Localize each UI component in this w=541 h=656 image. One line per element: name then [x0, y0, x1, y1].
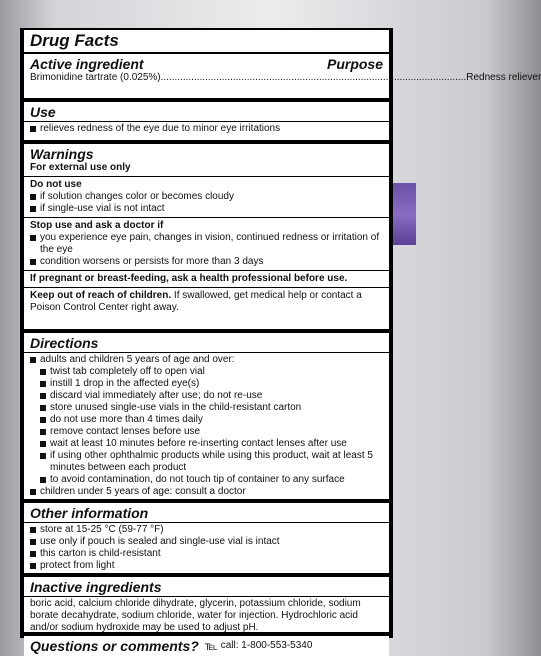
bullet-icon [40, 417, 46, 423]
bullet-icon [40, 477, 46, 483]
list-item-text: if using other ophthalmic products while using this product, wait at least 5 minutes between each product [50, 450, 373, 473]
list-item [30, 560, 383, 572]
list-item [30, 378, 383, 390]
bullet-icon [40, 453, 46, 459]
list-item-text: do not use more than 4 times daily [50, 414, 203, 425]
list-item-text: condition worsens or persists for more than 3 days [40, 256, 264, 267]
list-item-text: use only if pouch is sealed and single-use vial is intact [40, 536, 280, 547]
stop-use-heading: Stop use and ask a doctor if [30, 220, 164, 231]
list-item-text: twist tab completely off to open vial [50, 366, 205, 377]
bullet-icon [30, 539, 36, 545]
list-item-text: relieves redness of the eye due to minor eye irritations [40, 123, 281, 134]
questions-heading: Questions or comments? [30, 637, 199, 654]
inactive-section [24, 577, 389, 632]
active-heading: Active ingredient [30, 56, 144, 72]
keep-out-bold: Keep out of reach of children. [30, 290, 172, 301]
list-item-text: adults and children 5 years of age and over: [40, 354, 235, 365]
bullet-icon [30, 194, 36, 200]
divider [24, 596, 389, 597]
list-item-text: if single-use vial is not intact [40, 203, 165, 214]
use-heading: Use [30, 104, 56, 120]
purpose-value: Redness reliever [466, 72, 541, 83]
list-item [30, 191, 383, 203]
bullet-icon [30, 206, 36, 212]
external-use: For external use only [30, 162, 131, 173]
active-ingredient: Brimonidine tartrate (0.025%) [30, 72, 161, 83]
leader-dots: .............................................................................................................. [160, 72, 467, 83]
divider [24, 52, 389, 54]
list-item-text: protect from light [40, 560, 115, 571]
drug-facts-title: Drug Facts [30, 31, 119, 50]
phone-icon: ℡ [204, 638, 218, 653]
list-item [30, 203, 383, 215]
divider [24, 270, 389, 271]
list-item [30, 232, 383, 256]
list-item [30, 426, 383, 438]
list-item-text: you experience eye pain, changes in vision, continued redness or irritation of the eye [40, 232, 380, 255]
bullet-icon [40, 381, 46, 387]
list-item [30, 450, 383, 474]
list-item-text: if solution changes color or becomes cloudy [40, 191, 234, 202]
bullet-icon [30, 259, 36, 265]
warnings-section [24, 144, 389, 329]
bullet-icon [30, 551, 36, 557]
inactive-heading: Inactive ingredients [30, 579, 162, 595]
list-item [30, 414, 383, 426]
list-item [30, 123, 383, 135]
list-item [30, 524, 383, 536]
list-item [30, 486, 383, 498]
questions-section [24, 636, 389, 656]
use-section [24, 102, 389, 140]
list-item-text: instill 1 drop in the affected eye(s) [50, 378, 200, 389]
other-info-section [24, 503, 389, 573]
inactive-text: boric acid, calcium chloride dihydrate, glycerin, potassium chloride, sodium borate decahydrate, sodium chloride, water for injection. Hydrochloric acid and/or sodium hydroxide may be used to adjust pH. [30, 598, 361, 633]
divider [24, 287, 389, 288]
list-item-text: to avoid contamination, do not touch tip of container to any surface [50, 474, 345, 485]
keep-out-text: If swallowed, get medical help or contact a Poison Control Center right away. [30, 290, 362, 313]
divider [24, 176, 389, 177]
bullet-icon [40, 405, 46, 411]
bullet-icon [30, 489, 36, 495]
divider [24, 121, 389, 122]
divider [24, 217, 389, 218]
drug-facts-panel [20, 28, 541, 654]
divider [24, 352, 389, 353]
directions-heading: Directions [30, 335, 99, 351]
list-item-text: remove contact lenses before use [50, 426, 201, 437]
list-item [30, 366, 383, 378]
active-heading-row [30, 55, 383, 72]
active-ingredient-row [30, 72, 541, 84]
list-item [30, 390, 383, 402]
bullet-icon [40, 441, 46, 447]
list-item-text: wait at least 10 minutes before re-inserting contact lenses after use [50, 438, 347, 449]
list-item-text: discard vial immediately after use; do not re-use [50, 390, 263, 401]
list-item [30, 354, 383, 366]
bullet-icon [30, 563, 36, 569]
pregnant-warning: If pregnant or breast-feeding, ask a health professional before use. [30, 273, 348, 284]
bullet-icon [30, 126, 36, 132]
list-item [30, 256, 383, 268]
keep-out-of-reach [30, 290, 383, 314]
bullet-icon [40, 393, 46, 399]
list-item-text: children under 5 years of age: consult a doctor [40, 486, 246, 497]
purpose-heading: Purpose [326, 56, 383, 72]
list-item-text: store at 15-25 °C (59-77 °F) [40, 524, 164, 535]
divider [24, 522, 389, 523]
other-info-heading: Other information [30, 505, 149, 521]
active-section [24, 30, 541, 98]
list-item-text: this carton is child-resistant [40, 548, 161, 559]
directions-section [24, 333, 389, 499]
list-item [30, 402, 383, 414]
do-not-use-heading: Do not use [30, 179, 82, 190]
list-item [30, 548, 383, 560]
phone-number[interactable]: call: 1-800-553-5340 [220, 639, 313, 651]
bullet-icon [30, 357, 36, 363]
bullet-icon [30, 235, 36, 241]
list-item-text: store unused single-use vials in the child-resistant carton [50, 402, 302, 413]
list-item [30, 474, 383, 486]
list-item [30, 438, 383, 450]
bullet-icon [40, 369, 46, 375]
bullet-icon [30, 527, 36, 533]
warnings-heading: Warnings [30, 146, 94, 162]
bullet-icon [40, 429, 46, 435]
list-item [30, 536, 383, 548]
